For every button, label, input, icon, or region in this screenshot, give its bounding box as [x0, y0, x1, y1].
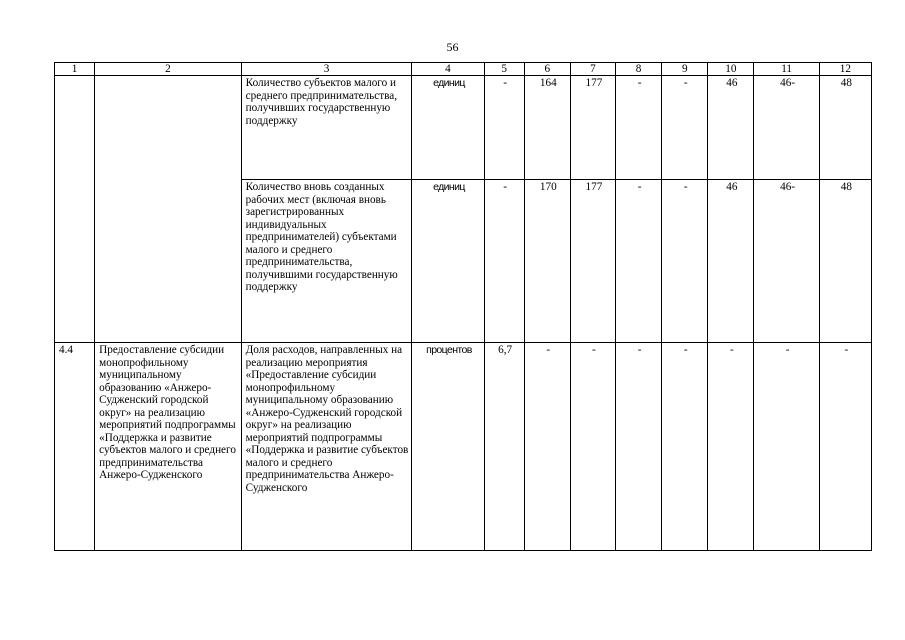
value-cell: -: [524, 343, 570, 551]
value-cell: 46-: [754, 180, 819, 343]
value-cell: 48: [819, 76, 871, 180]
value-cell: -: [616, 343, 662, 551]
value-cell: -: [616, 180, 662, 343]
value-cell: -: [708, 343, 754, 551]
value-cell: 46-: [754, 76, 819, 180]
column-header: 1: [55, 63, 95, 76]
indicator-name-cell: Количество вновь созданных рабочих мест (включая вновь зарегистрированных индивидуальных предпринимателей) субъектами малого и среднего предпринимательства, получившими государственную поддержку: [241, 180, 412, 343]
column-header: 12: [819, 63, 871, 76]
value-cell: 164: [524, 76, 570, 180]
table-row: [55, 343, 872, 551]
unit-cell: единиц: [412, 76, 484, 180]
value-cell: 177: [570, 76, 615, 180]
column-header: 3: [241, 63, 412, 76]
value-cell: -: [570, 343, 615, 551]
indicator-name-cell: Количество субъектов малого и среднего предпринимательства, получивших государственную поддержку: [241, 76, 412, 180]
value-cell: -: [662, 343, 708, 551]
column-header: 10: [708, 63, 754, 76]
table-row: [55, 76, 872, 180]
value-cell: -: [484, 76, 524, 180]
value-cell: 48: [819, 180, 871, 343]
page-number: 56: [446, 40, 459, 54]
event-name-cell: Предоставление субсидии монопрофильному муниципальному образованию «Анжеро-Судженский городской округ» на реализацию мероприятий подпрограммы «Поддержка и развитие субъектов малого и среднего предпринимательства Анжеро-Судженского: [95, 343, 242, 551]
column-header: 8: [616, 63, 662, 76]
value-cell: -: [484, 180, 524, 343]
value-cell: 46: [708, 180, 754, 343]
column-header: 6: [524, 63, 570, 76]
value-cell: -: [662, 76, 708, 180]
indicator-name-cell: Доля расходов, направленных на реализацию мероприятия «Предоставление субсидии монопрофильному муниципальному образованию «Анжеро-Судженский городской округ» на реализацию мероприятий подпрограммы «Поддержка и развитие субъектов малого и среднего предпринимательства Анжеро-Судженского: [241, 343, 412, 551]
value-cell: -: [754, 343, 819, 551]
value-cell: 170: [524, 180, 570, 343]
column-header: 7: [570, 63, 615, 76]
event-name-cell: [95, 76, 242, 343]
value-cell: -: [819, 343, 871, 551]
unit-cell: процентов: [412, 343, 484, 551]
value-cell: 46: [708, 76, 754, 180]
column-header: 2: [95, 63, 242, 76]
column-header: 9: [662, 63, 708, 76]
column-number-header-row: [55, 63, 872, 76]
value-cell: -: [616, 76, 662, 180]
row-number-cell: 4.4: [55, 343, 95, 551]
column-header: 5: [484, 63, 524, 76]
value-cell: -: [662, 180, 708, 343]
unit-cell: единиц: [412, 180, 484, 343]
column-header: 4: [412, 63, 484, 76]
column-header: 11: [754, 63, 819, 76]
value-cell: 6,7: [484, 343, 524, 551]
value-cell: 177: [570, 180, 615, 343]
indicators-table: [54, 62, 872, 551]
row-number-cell: [55, 76, 95, 343]
